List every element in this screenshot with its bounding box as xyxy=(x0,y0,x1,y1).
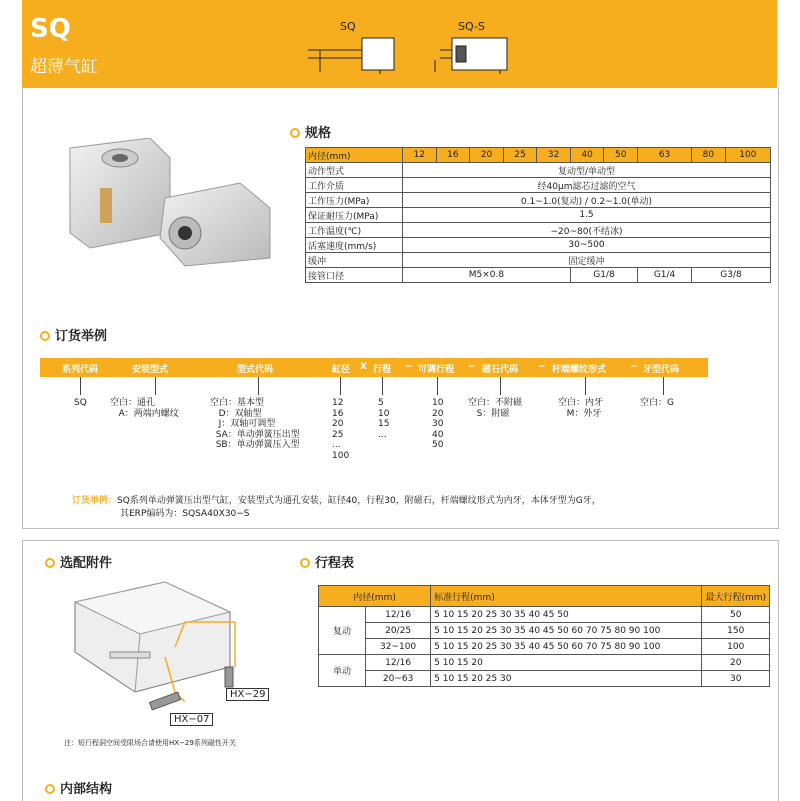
spec-row-value: 复动型/单动型 xyxy=(403,163,771,178)
stroke-max: 100 xyxy=(702,639,770,655)
spec-bore: 50 xyxy=(604,148,638,163)
spec-row-label: 缓冲 xyxy=(306,253,403,268)
table-row xyxy=(306,193,771,208)
product-photo xyxy=(60,138,285,268)
spec-bore: 12 xyxy=(403,148,437,163)
spec-bore-label: 内径(mm) xyxy=(306,148,403,163)
spec-bore: 100 xyxy=(725,148,770,163)
stroke-std: 5 10 15 20 25 30 35 40 45 50 60 70 75 80 90 100 xyxy=(431,623,702,639)
port-size: G3/8 xyxy=(692,268,771,283)
order-header: 行程 xyxy=(373,365,392,375)
order-mount-values: 空白：通孔 A：两端内螺纹 xyxy=(110,398,179,419)
connector-line xyxy=(155,377,156,395)
order-header: 缸径 xyxy=(332,365,351,375)
diagram-label-sq: SQ xyxy=(340,20,356,33)
divider xyxy=(22,528,779,529)
stroke-group: 复动 xyxy=(319,607,366,655)
order-header: 可调行程 xyxy=(418,365,455,375)
order-stroke-values: 5 10 15 ... xyxy=(378,398,390,440)
accessory-tag-hx29: HX−29 xyxy=(226,688,269,701)
table-row xyxy=(319,671,770,687)
stroke-max: 20 xyxy=(702,655,770,671)
order-header: − xyxy=(405,362,413,372)
spec-table xyxy=(305,147,771,283)
order-example xyxy=(72,495,752,521)
spec-row-label: 保证耐压力(MPa) xyxy=(306,208,403,223)
connector-line xyxy=(585,377,586,395)
section-bullet-icon xyxy=(45,784,55,794)
spec-row-value: 固定缓冲 xyxy=(403,253,771,268)
order-example-erp: 其ERP编码为：SQSA40X30−S xyxy=(120,509,250,519)
stroke-bore: 12/16 xyxy=(366,655,431,671)
stroke-bore: 20~63 xyxy=(366,671,431,687)
table-row xyxy=(306,238,771,253)
order-header: − xyxy=(468,362,476,372)
table-row xyxy=(306,268,771,283)
stroke-header: 内径(mm) xyxy=(319,586,431,607)
connector-line xyxy=(340,377,341,395)
stroke-header: 最大行程(mm) xyxy=(702,586,770,607)
stroke-std: 5 10 15 20 25 30 35 40 45 50 60 70 75 80 90 100 xyxy=(431,639,702,655)
table-row xyxy=(319,623,770,639)
connector-line xyxy=(500,377,501,395)
order-type-values: 空白：基本型 D：双轴型 J：双轴可调型 SA：单动弹簧压出型 SB：单动弹簧压入型 xyxy=(210,398,300,450)
spec-row-label: 工作介质 xyxy=(306,178,403,193)
table-row xyxy=(306,223,771,238)
connector-line xyxy=(437,377,438,395)
section-bullet-icon xyxy=(290,128,300,138)
spec-row-value: 经40μm滤芯过滤的空气 xyxy=(403,178,771,193)
stroke-table xyxy=(318,585,770,687)
connector-line xyxy=(80,377,81,395)
spec-bore: 16 xyxy=(436,148,470,163)
spec-row-label: 动作型式 xyxy=(306,163,403,178)
stroke-max: 30 xyxy=(702,671,770,687)
spec-bore: 32 xyxy=(537,148,571,163)
order-header: 安装型式 xyxy=(132,365,169,375)
stroke-bore: 20/25 xyxy=(366,623,431,639)
stroke-max: 150 xyxy=(702,623,770,639)
accessory-diagram xyxy=(55,572,285,732)
spec-row-value: 30~500 xyxy=(403,238,771,253)
order-thread-values: 空白：G xyxy=(640,398,674,408)
stroke-section-title: 行程表 xyxy=(300,552,354,571)
order-section-title: 订货举例 xyxy=(40,325,107,344)
order-rod-values: 空白：内牙 M：外牙 xyxy=(558,398,604,419)
accessories-section-title: 选配附件 xyxy=(45,552,112,571)
order-magnet-values: 空白：不附磁 S：附磁 xyxy=(468,398,523,419)
connector-line xyxy=(382,377,383,395)
table-row xyxy=(319,639,770,655)
cylinder-diagrams xyxy=(300,30,525,80)
order-header: − xyxy=(630,362,638,372)
spec-bore: 20 xyxy=(470,148,504,163)
stroke-std: 5 10 15 20 xyxy=(431,655,702,671)
table-row xyxy=(306,208,771,223)
accessory-tag-hx07: HX−07 xyxy=(170,713,213,726)
order-header: X xyxy=(360,362,367,372)
order-adjust-values: 10 20 30 40 50 xyxy=(432,398,444,450)
product-name: 超薄气缸 xyxy=(30,57,98,77)
spec-row-label: 工作温度(℃) xyxy=(306,223,403,238)
order-header: 磁石代码 xyxy=(482,365,519,375)
order-header: − xyxy=(538,362,546,372)
internal-section-title: 内部结构 xyxy=(45,778,112,797)
stroke-max: 50 xyxy=(702,607,770,623)
connector-line xyxy=(663,377,664,395)
table-row xyxy=(319,655,770,671)
stroke-std: 5 10 15 20 25 30 35 40 45 50 xyxy=(431,607,702,623)
port-size: M5×0.8 xyxy=(403,268,571,283)
section-bullet-icon xyxy=(300,558,310,568)
accessory-note: 注：短行程洞空间受限场合请使用HX−29系列磁性开关 xyxy=(64,739,236,747)
table-row xyxy=(306,178,771,193)
spec-bore: 80 xyxy=(692,148,726,163)
order-header: 型式代码 xyxy=(237,365,274,375)
spec-row-label: 工作压力(MPa) xyxy=(306,193,403,208)
order-header: 系列代码 xyxy=(62,365,99,375)
order-example-label: 订货举例： xyxy=(72,496,118,506)
order-header: 杆端螺纹形式 xyxy=(552,365,607,375)
spec-row-label: 活塞速度(mm/s) xyxy=(306,238,403,253)
stroke-std: 5 10 15 20 25 30 xyxy=(431,671,702,687)
stroke-group: 单动 xyxy=(319,655,366,687)
spec-row-value: 1.5 xyxy=(403,208,771,223)
port-size: G1/4 xyxy=(638,268,692,283)
section-bullet-icon xyxy=(40,331,50,341)
order-header: 牙型代码 xyxy=(643,365,680,375)
spec-bore: 40 xyxy=(570,148,604,163)
table-row xyxy=(306,253,771,268)
spec-bore: 25 xyxy=(503,148,537,163)
section-bullet-icon xyxy=(45,558,55,568)
diagram-label-sq-s: SQ-S xyxy=(458,20,485,33)
spec-bore: 63 xyxy=(638,148,692,163)
spec-row-value: 0.1~1.0(复动) / 0.2~1.0(单动) xyxy=(403,193,771,208)
spec-row-value: −20~80(不结冰) xyxy=(403,223,771,238)
port-size: G1/8 xyxy=(570,268,637,283)
table-row xyxy=(319,607,770,623)
order-example-text: SQ系列单动弹簧压出型气缸，安装型式为通孔安装，缸径40，行程30，附磁石，杆端螺纹形式为内牙，本体牙型为G牙， xyxy=(117,496,601,506)
spec-section-title: 规格 xyxy=(290,122,331,141)
stroke-bore: 12/16 xyxy=(366,607,431,623)
stroke-bore: 32~100 xyxy=(366,639,431,655)
connector-line xyxy=(258,377,259,395)
stroke-header: 标准行程(mm) xyxy=(431,586,702,607)
table-row xyxy=(306,163,771,178)
order-series-values: SQ xyxy=(74,398,87,408)
order-bore-values: 12 16 20 25 ... 100 xyxy=(332,398,350,461)
product-code: SQ xyxy=(30,14,71,44)
spec-row-label: 接管口径 xyxy=(306,268,403,283)
